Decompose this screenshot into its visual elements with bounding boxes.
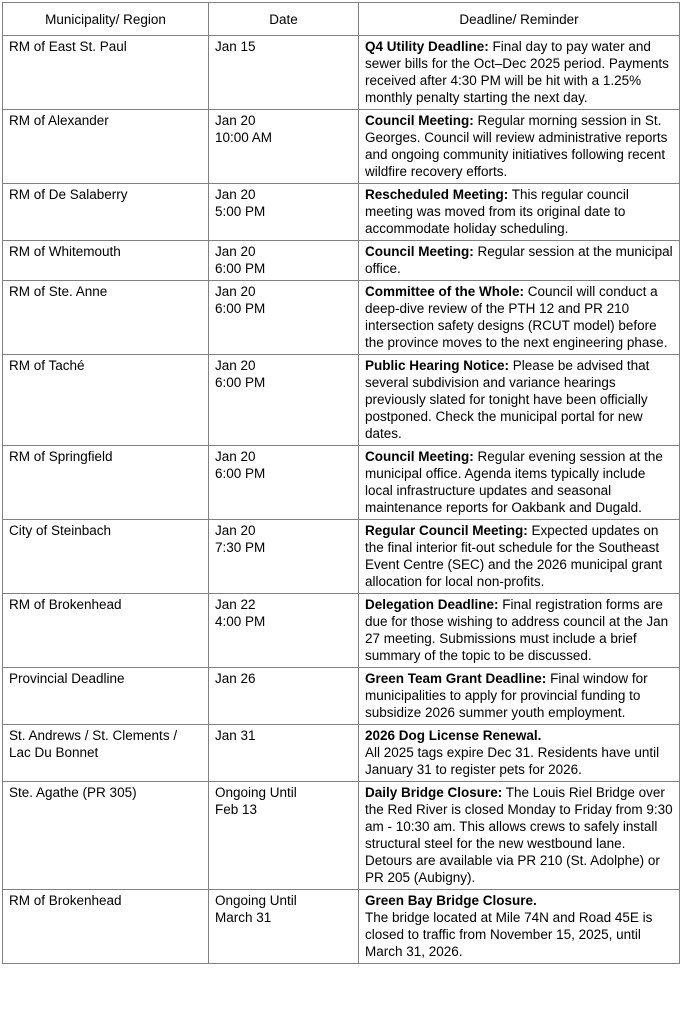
municipality-cell: Provincial Deadline <box>3 668 209 725</box>
deadline-title: Council Meeting: <box>365 244 474 259</box>
date-cell: Jan 20 10:00 AM <box>209 110 359 184</box>
header-date: Date <box>209 3 359 36</box>
date-cell: Jan 26 <box>209 668 359 725</box>
deadline-title: Committee of the Whole: <box>365 284 524 299</box>
date-cell: Jan 20 6:00 PM <box>209 446 359 520</box>
table-row <box>3 184 680 241</box>
municipality-cell: RM of Brokenhead <box>3 594 209 668</box>
header-deadline: Deadline/ Reminder <box>359 3 680 36</box>
municipality-cell: RM of Ste. Anne <box>3 281 209 355</box>
municipal-schedule-table <box>2 2 680 964</box>
table-row <box>3 241 680 281</box>
deadline-cell: Daily Bridge Closure: The Louis Riel Bridge over the Red River is closed Monday to Friday from 9:30 am - 10:30 am. This allows crews to safely install structural steel for the new westbound lane. Detours are available via PR 210 (St. Adolphe) or PR 205 (Aubigny). <box>359 782 680 890</box>
deadline-cell: Q4 Utility Deadline: Final day to pay water and sewer bills for the Oct–Dec 2025 period. Payments received after 4:30 PM will be hit with a 1.25% monthly penalty starting the next day. <box>359 36 680 110</box>
deadline-title: 2026 Dog License Renewal. <box>365 728 542 743</box>
deadline-cell: Council Meeting: Regular session at the municipal office. <box>359 241 680 281</box>
deadline-title: Council Meeting: <box>365 449 474 464</box>
municipality-cell: St. Andrews / St. Clements / Lac Du Bonnet <box>3 725 209 782</box>
municipality-cell: RM of Taché <box>3 355 209 446</box>
municipality-cell: RM of Alexander <box>3 110 209 184</box>
deadline-cell: Regular Council Meeting: Expected updates on the final interior fit-out schedule for the Southeast Event Centre (SEC) and the 2026 municipal grant allocation for local non-profits. <box>359 520 680 594</box>
municipality-cell: RM of East St. Paul <box>3 36 209 110</box>
date-cell: Jan 20 6:00 PM <box>209 355 359 446</box>
deadline-cell: Green Bay Bridge Closure. The bridge located at Mile 74N and Road 45E is closed to traffic from November 15, 2025, until March 31, 2026. <box>359 890 680 964</box>
date-cell: Jan 22 4:00 PM <box>209 594 359 668</box>
municipality-cell: RM of Brokenhead <box>3 890 209 964</box>
deadline-cell: Council Meeting: Regular evening session at the municipal office. Agenda items typically include local infrastructure updates and seasonal maintenance reports for Oakbank and Dugald. <box>359 446 680 520</box>
municipality-cell: RM of Springfield <box>3 446 209 520</box>
deadline-title: Green Bay Bridge Closure. <box>365 893 537 908</box>
deadline-cell: Council Meeting: Regular morning session in St. Georges. Council will review administrative reports and ongoing community initiatives following recent wildfire recovery efforts. <box>359 110 680 184</box>
table-row <box>3 281 680 355</box>
date-cell: Jan 20 6:00 PM <box>209 241 359 281</box>
table-row <box>3 446 680 520</box>
deadline-title: Rescheduled Meeting: <box>365 187 509 202</box>
municipality-cell: RM of De Salaberry <box>3 184 209 241</box>
deadline-cell: Public Hearing Notice: Please be advised that several subdivision and variance hearings previously slated for tonight have been officially postponed. Check the municipal portal for new dates. <box>359 355 680 446</box>
table-row <box>3 725 680 782</box>
municipality-cell: Ste. Agathe (PR 305) <box>3 782 209 890</box>
deadline-title: Council Meeting: <box>365 113 474 128</box>
deadline-title: Q4 Utility Deadline: <box>365 39 489 54</box>
deadline-title: Delegation Deadline: <box>365 597 499 612</box>
table-row <box>3 594 680 668</box>
deadline-cell: 2026 Dog License Renewal. All 2025 tags expire Dec 31. Residents have until January 31 to register pets for 2026. <box>359 725 680 782</box>
deadline-title: Regular Council Meeting: <box>365 523 528 538</box>
municipality-cell: City of Steinbach <box>3 520 209 594</box>
table-row <box>3 890 680 964</box>
table-row <box>3 110 680 184</box>
date-cell: Jan 20 7:30 PM <box>209 520 359 594</box>
table-row <box>3 668 680 725</box>
deadline-title: Daily Bridge Closure: <box>365 785 503 800</box>
date-cell: Ongoing Until March 31 <box>209 890 359 964</box>
table-header <box>3 3 680 36</box>
deadline-title: Public Hearing Notice: <box>365 358 510 373</box>
table-row <box>3 36 680 110</box>
table-row <box>3 355 680 446</box>
deadline-cell: Committee of the Whole: Council will conduct a deep-dive review of the PTH 12 and PR 210 intersection safety designs (RCUT model) before the province moves to the next engineering phase. <box>359 281 680 355</box>
date-cell: Ongoing Until Feb 13 <box>209 782 359 890</box>
date-cell: Jan 15 <box>209 36 359 110</box>
table-row <box>3 782 680 890</box>
municipality-cell: RM of Whitemouth <box>3 241 209 281</box>
deadline-cell: Delegation Deadline: Final registration forms are due for those wishing to address council at the Jan 27 meeting. Submissions must include a brief summary of the topic to be discussed. <box>359 594 680 668</box>
deadline-cell: Rescheduled Meeting: This regular council meeting was moved from its original date to accommodate holiday scheduling. <box>359 184 680 241</box>
deadline-title: Green Team Grant Deadline: <box>365 671 547 686</box>
date-cell: Jan 20 5:00 PM <box>209 184 359 241</box>
date-cell: Jan 31 <box>209 725 359 782</box>
deadline-cell: Green Team Grant Deadline: Final window for municipalities to apply for provincial funding to subsidize 2026 summer youth employment. <box>359 668 680 725</box>
header-row <box>3 3 680 36</box>
date-cell: Jan 20 6:00 PM <box>209 281 359 355</box>
table-row <box>3 520 680 594</box>
table-body <box>3 36 680 964</box>
header-municipality: Municipality/ Region <box>3 3 209 36</box>
